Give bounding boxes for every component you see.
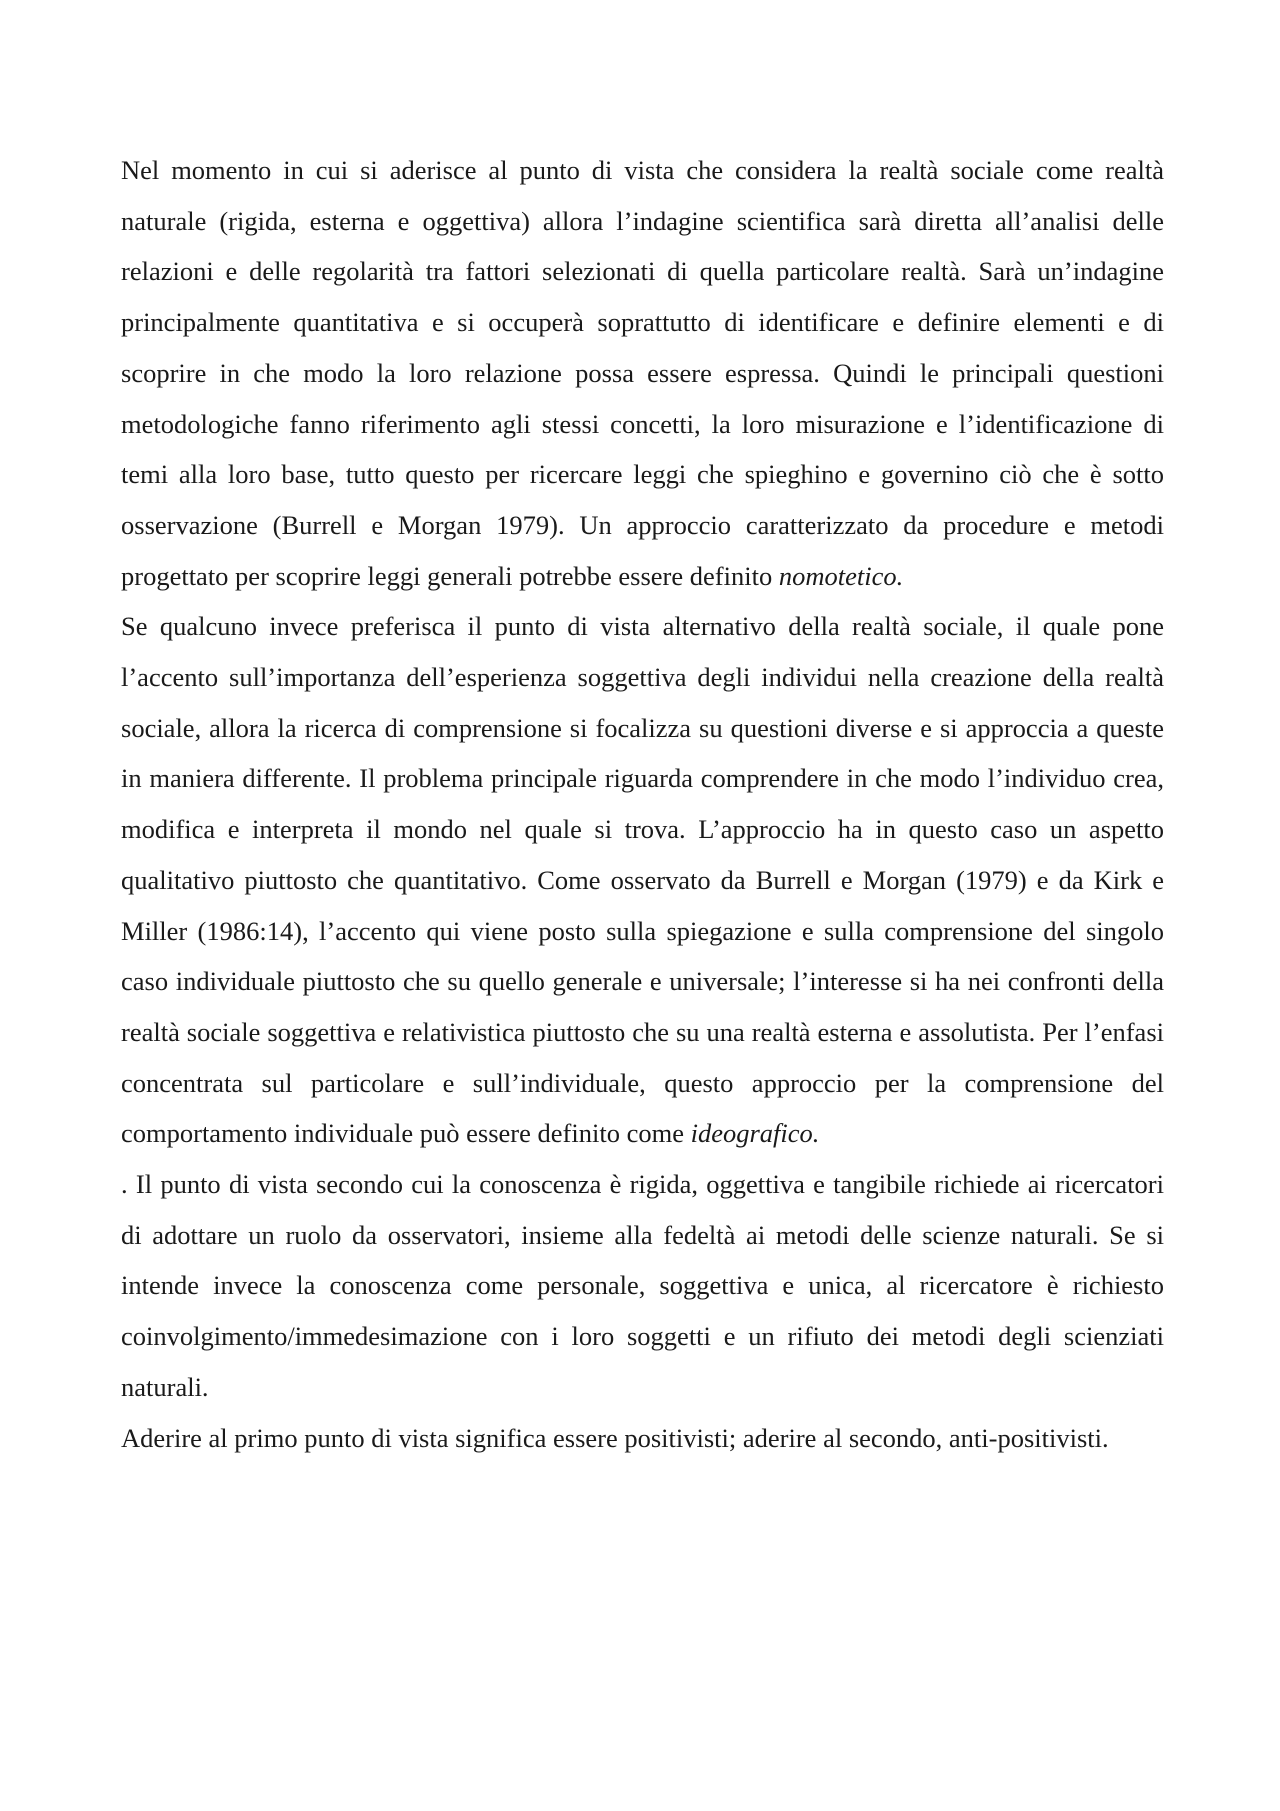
paragraph-text: Aderire al primo punto di vista significa essere positivisti; aderire al secondo, anti-positivisti. — [121, 1422, 1109, 1453]
paragraph-conclusion — [121, 1413, 1164, 1464]
paragraph-knowledge — [121, 1159, 1164, 1413]
term-nomotetico: nomotetico. — [778, 560, 904, 591]
paragraph-text: . Il punto di vista secondo cui la conoscenza è rigida, oggettiva e tangibile richiede ai ricercatori di adottare un ruolo da osservatori, insieme alla fedeltà ai metodi delle scienze naturali. Se si intende invece la conoscenza come personale, soggettiva e unica, al ricercatore è richiesto coinvolgimento/immedesimazione con i loro soggetti e un rifiuto dei metodi degli scienziati naturali. — [121, 1169, 1164, 1402]
paragraph-text: Nel momento in cui si aderisce al punto di vista che considera la realtà sociale come realtà naturale (rigida, esterna e oggettiva) allora l’indagine scientifica sarà diretta all’analisi delle relazioni e delle regolarità tra fattori selezionati di quella particolare realtà. Sarà un’indagine principalmente quantitativa e si occuperà soprattutto di identificare e definire elementi e di scoprire in che modo la loro relazione possa essere espressa. Quindi le principali questioni metodologiche fanno riferimento agli stessi concetti, la loro misurazione e l’identificazione di temi alla loro base, tutto questo per ricercare leggi che spieghino e governino ciò che è sotto osservazione (Burrell e Morgan 1979). Un approccio caratterizzato da procedure e metodi progettato per scoprire leggi generali potrebbe essere definito — [121, 155, 1164, 591]
paragraph-nomothetic — [121, 145, 1164, 601]
term-ideografico: ideografico. — [690, 1118, 820, 1149]
paragraph-ideographic — [121, 601, 1164, 1159]
body-text — [121, 145, 1164, 1463]
paragraph-text: Se qualcuno invece preferisca il punto di vista alternativo della realtà sociale, il quale pone l’accento sull’importanza dell’esperienza soggettiva degli individui nella creazione della realtà sociale, allora la ricerca di comprensione si focalizza su questioni diverse e si approccia a queste in maniera differente. Il problema principale riguarda comprendere in che modo l’individuo crea, modifica e interpreta il mondo nel quale si trova. L’approccio ha in questo caso un aspetto qualitativo piuttosto che quantitativo. Come osservato da Burrell e Morgan (1979) e da Kirk e Miller (1986:14), l’accento qui viene posto sulla spiegazione e sulla comprensione del singolo caso individuale piuttosto che su quello generale e universale; l’interesse si ha nei confronti della realtà sociale soggettiva e relativistica piuttosto che su una realtà esterna e assolutista. Per l’enfasi concentrata sul particolare e sull’individuale, questo approccio per la comprensione del comportamento individuale può essere definito come — [121, 611, 1164, 1149]
